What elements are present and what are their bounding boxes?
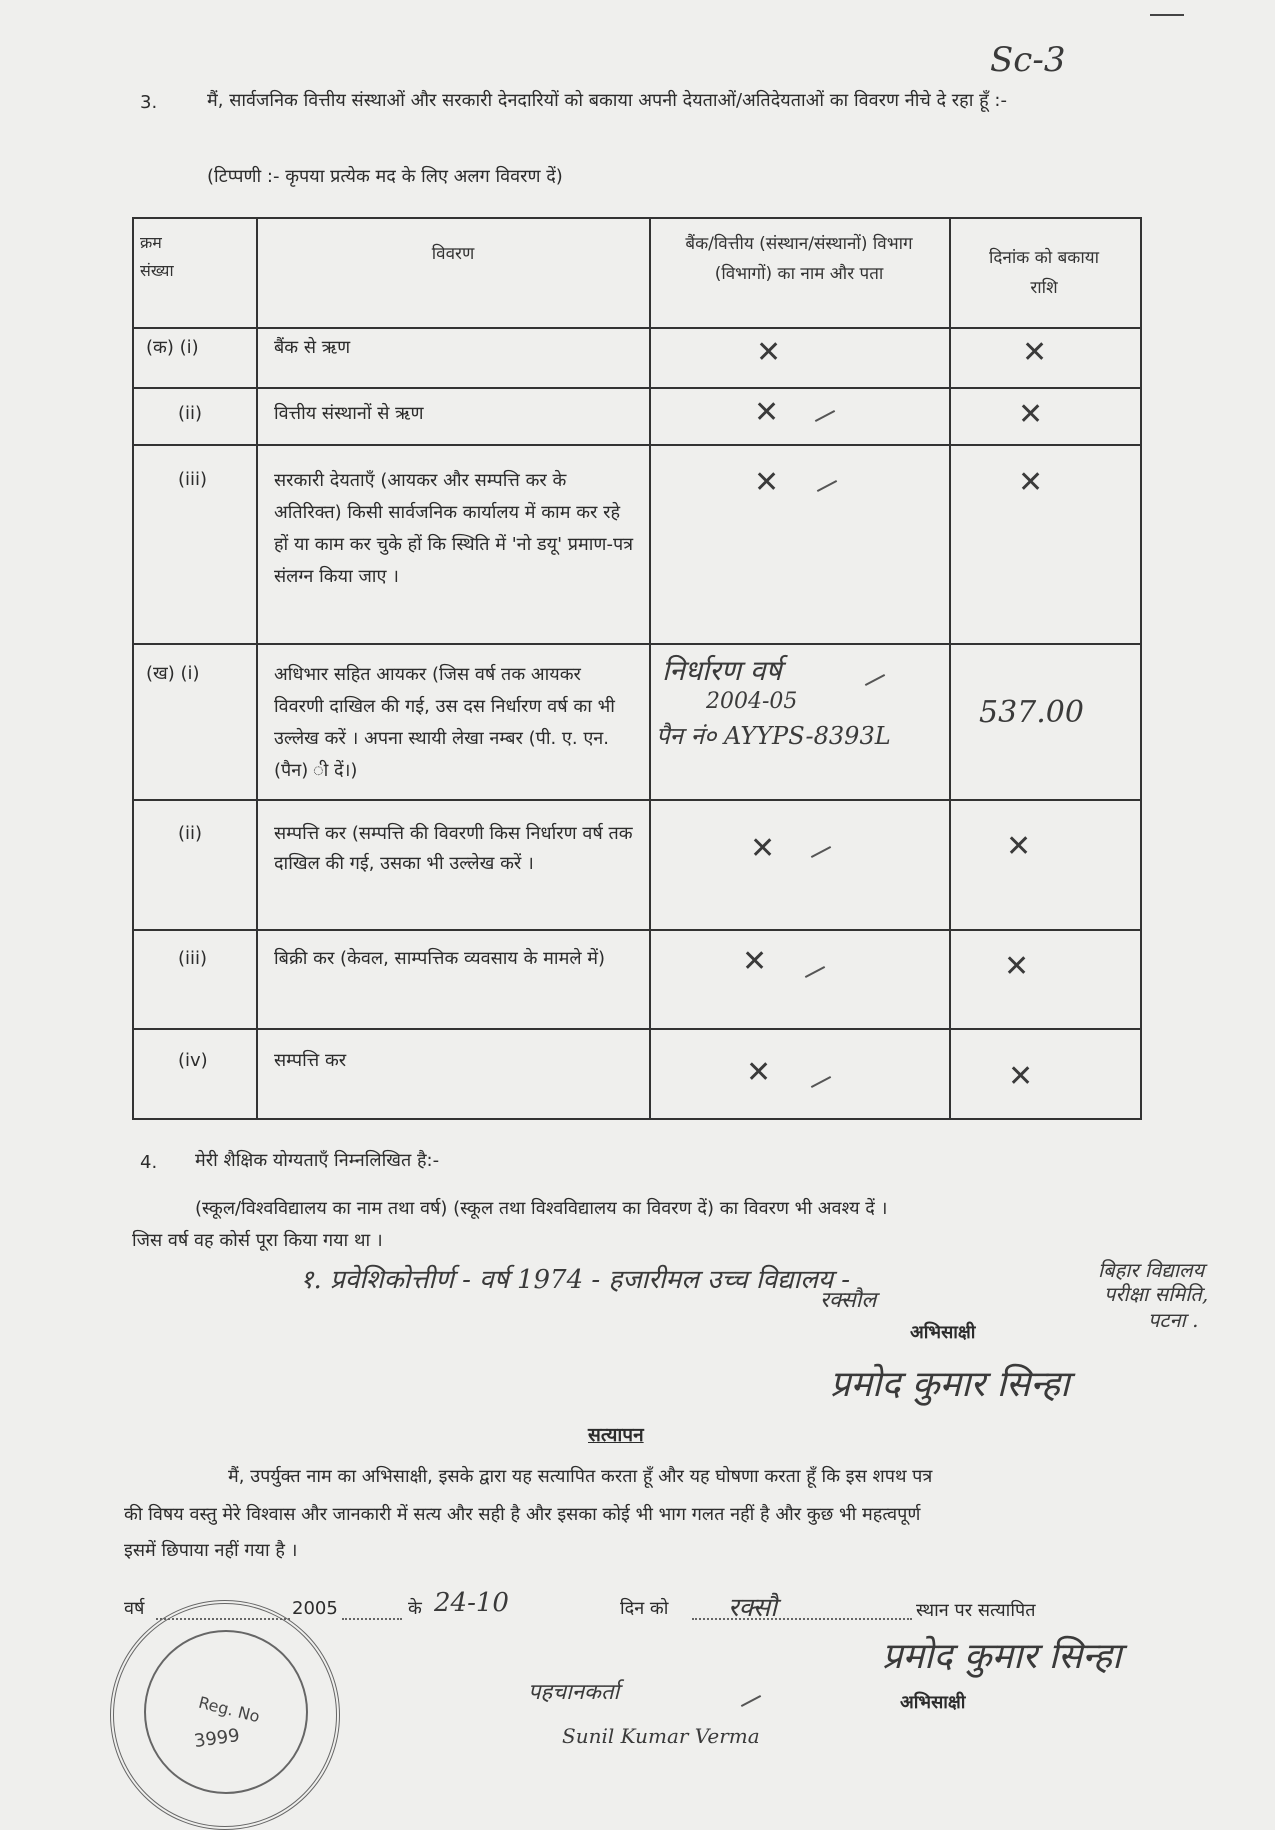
bottom-tick [741, 1695, 761, 1707]
row4-description: अधिभार सहित आयकर (जिस वर्ष तक आयकर विवरणी दाखिल की गई, उस दस निर्धारण वर्ष का भी उल्लेख करें । अपना स्थायी लेखा नम्बर (पी. ए. एन. (पैन) ी दें।) [274, 664, 615, 781]
row5-description: सम्पत्ति कर (सम्पत्ति की विवरणी किस निर्धारण वर्ष तक दाखिल की गई, उसका भी उल्लेख करें । [274, 823, 633, 874]
corner-dash [1150, 14, 1184, 16]
row6-serial: (iii) [178, 948, 208, 969]
row3-description: सरकारी देयताएँ (आयकर और सम्पत्ति कर के अतिरिक्त) किसी सार्वजनिक कार्यालय में काम कर रहे हों या काम कर चुके हों कि स्थिति में 'नो डयू' प्रमाण-पत्र संलग्न किया जाए । [274, 470, 634, 587]
row5-amount-cross: ✕ [1006, 829, 1032, 864]
deponent-label-2: अभिसाक्षी [900, 1692, 966, 1713]
col-divider [256, 219, 258, 1118]
row6-tick [805, 966, 825, 978]
row2-description: वित्तीय संस्थानों से ऋण [274, 403, 424, 424]
notary-stamp [110, 1600, 340, 1830]
section4-text: मेरी शैक्षिक योग्यताएँ निम्नलिखित है:- [195, 1150, 440, 1171]
verification-text-2: की विषय वस्तु मेरे विश्वास और जानकारी में सत्य और सही है और इसका कोई भी भाग गलत नहीं है और कुछ भी महत्वपूर्ण [124, 1504, 921, 1525]
qualification-school-place: रक्सौल [820, 1288, 877, 1313]
row7-bank-cross: ✕ [746, 1055, 772, 1090]
section4-subtext-1: (स्कूल/विश्वविद्यालय का नाम तथा वर्ष) (स्कूल तथा विश्वविद्यालय का विवरण दें) का विवरण भी अवश्य दें । [195, 1198, 888, 1219]
header-bank: बैंक/वित्तीय (संस्थान/संस्थानों) विभाग (विभागों) का नाम और पता [685, 234, 913, 284]
section3-text: मैं, सार्वजनिक वित्तीय संस्थाओं और सरकारी देनदारियों को बकाया अपनी देयताओं/अतिदेयताओं का विवरण नीचे दे रहा हूँ :- [207, 90, 1007, 111]
row-divider [134, 799, 1140, 801]
row5-serial: (ii) [178, 823, 203, 844]
deponent-label-1: अभिसाक्षी [910, 1322, 976, 1343]
row3-bank-cross: ✕ [754, 465, 780, 500]
row-divider [134, 929, 1140, 931]
row2-serial: (ii) [178, 403, 203, 424]
qualification-board-3: पटना . [1148, 1308, 1199, 1332]
col-divider [649, 219, 651, 1118]
deponent-signature-1: प्रमोद कुमार सिन्हा [830, 1364, 1070, 1405]
header-serial: क्रम संख्या [140, 233, 174, 280]
year-label: वर्ष [124, 1598, 145, 1619]
date-value: 24-10 [434, 1588, 509, 1618]
row2-tick [815, 410, 835, 422]
section4-subtext-2: जिस वर्ष वह कोर्स पूरा किया गया था । [132, 1230, 383, 1251]
qualification-handwritten: १. प्रवेशिकोत्तीर्ण - वर्ष 1974 - हजारीमल उच्च विद्यालय - [300, 1265, 850, 1295]
row-divider [134, 1028, 1140, 1030]
col-divider [949, 219, 951, 1118]
header-description: विवरण [431, 244, 475, 264]
row7-amount-cross: ✕ [1008, 1059, 1034, 1094]
liabilities-table [132, 217, 1142, 1120]
row-divider [134, 327, 1140, 329]
verification-text-1: मैं, उपर्युक्त नाम का अभिसाक्षी, इसके द्वारा यह सत्यापित करता हूँ और यह घोषणा करता हूँ कि इस शपथ पत्र [228, 1466, 933, 1487]
deponent-signature-2: प्रमोद कुमार सिन्हा [882, 1636, 1122, 1677]
row2-amount-cross: ✕ [1018, 397, 1044, 432]
row6-description: बिक्री कर (केवल, साम्पत्तिक व्यवसाय के मामले में) [274, 948, 606, 969]
row1-description: बैंक से ऋण [274, 337, 351, 358]
row4-serial: (ख) (i) [146, 663, 200, 684]
header-amount: दिनांक को बकाया राशि [988, 248, 1100, 298]
row4-assessment-year: 2004-05 [706, 689, 798, 714]
year-value: 2005 [292, 1598, 338, 1619]
row-divider [134, 643, 1140, 645]
row3-serial: (iii) [178, 469, 208, 490]
row1-bank-cross: ✕ [756, 335, 782, 370]
qualification-board-1: बिहार विद्यालय [1098, 1258, 1205, 1282]
row4-amount: 537.00 [979, 695, 1084, 730]
identifier-signature: Sunil Kumar Verma [562, 1724, 760, 1748]
row3-tick [817, 480, 837, 492]
row-divider [134, 387, 1140, 389]
stamp-reg-number: 3999 [192, 1724, 242, 1753]
row7-serial: (iv) [178, 1050, 208, 1071]
row4-tick [865, 674, 885, 686]
ke-label: के [408, 1598, 422, 1619]
row2-bank-cross: ✕ [754, 395, 780, 430]
identifier-handwritten: पहचानकर्ता [528, 1680, 620, 1705]
row1-serial: (क) (i) [146, 337, 199, 358]
row5-tick [811, 846, 831, 858]
place-value: रक्सौ [728, 1593, 777, 1623]
stamp-reg-label: Reg. No [196, 1692, 262, 1727]
page-marker: Sc-3 [990, 40, 1066, 80]
verification-title: सत्यापन [588, 1424, 644, 1446]
row6-bank-cross: ✕ [742, 944, 768, 979]
section3-note: (टिप्पणी :- कृपया प्रत्येक मद के लिए अलग विवरण दें) [207, 166, 563, 187]
row1-amount-cross: ✕ [1022, 335, 1048, 370]
verification-text-3: इसमें छिपाया नहीं गया है । [124, 1540, 298, 1561]
row5-bank-cross: ✕ [750, 831, 776, 866]
row4-pan-number: पैन नं० AYYPS-8393L [656, 722, 891, 750]
row7-tick [811, 1076, 831, 1088]
row6-amount-cross: ✕ [1004, 949, 1030, 984]
section3-number: 3. [140, 92, 158, 113]
section4-number: 4. [140, 1152, 158, 1173]
day-label: दिन को [620, 1598, 669, 1619]
day-dots [692, 1618, 912, 1620]
row3-amount-cross: ✕ [1018, 465, 1044, 500]
row7-description: सम्पत्ति कर [274, 1050, 347, 1071]
place-label: स्थान पर सत्यापित [916, 1600, 1036, 1621]
row4-assessment-label: निर्धारण वर्ष [662, 654, 782, 687]
row-divider [134, 444, 1140, 446]
year-dots-2 [342, 1618, 402, 1620]
qualification-board-2: परीक्षा समिति, [1104, 1282, 1209, 1306]
